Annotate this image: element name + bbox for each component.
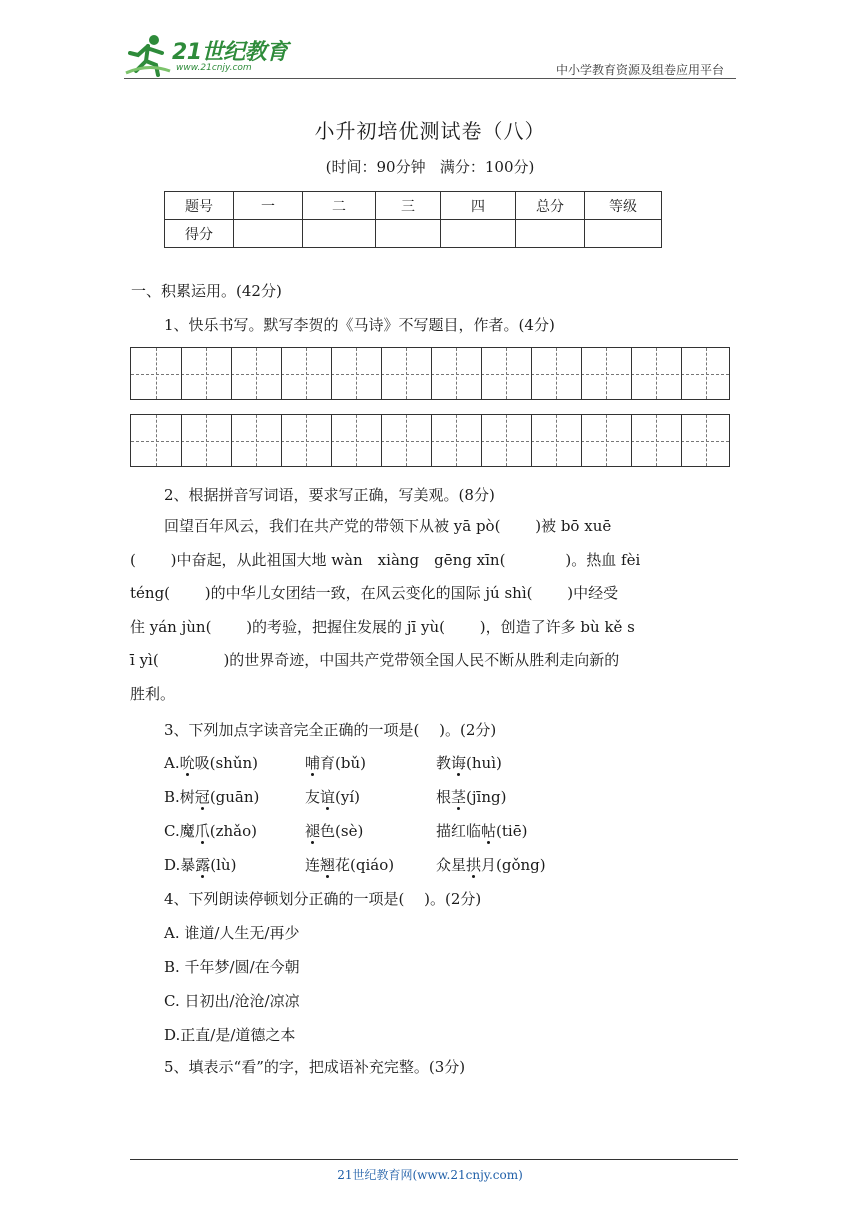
grid-line — [606, 348, 607, 399]
option-item: 描红临帖(tiē) — [436, 822, 528, 840]
grid-line — [556, 415, 557, 466]
grid-line — [331, 348, 332, 399]
passage-line: ī yì( )的世界奇迹，中国共产党带领全国人民不断从胜利走向新的 — [130, 651, 620, 669]
grid-line — [631, 415, 632, 466]
option-c[interactable]: C. 日初出/沧沧/凉凉 — [164, 992, 300, 1010]
option-b[interactable]: B. 千年梦/圆/在今朝 — [164, 958, 300, 976]
grid-line — [581, 415, 582, 466]
grid-line — [681, 415, 682, 466]
grid-line — [381, 415, 382, 466]
question-2: 2、根据拼音写词语，要求写正确，写美观。(8分) — [164, 486, 495, 504]
passage-line: ( )中奋起，从此祖国大地 wàn xiàng gēng xīn( )。热血 fèi — [130, 550, 641, 569]
score-cell[interactable] — [516, 220, 585, 248]
header-divider — [124, 78, 736, 79]
grid-line — [256, 415, 257, 466]
emphasis-char: 露 — [195, 856, 211, 874]
grid-line — [181, 348, 182, 399]
grid-line — [431, 348, 432, 399]
grid-line — [431, 415, 432, 466]
grid-line — [456, 415, 457, 466]
grid-line — [581, 348, 582, 399]
grid-line — [306, 415, 307, 466]
header-cell: 三 — [376, 192, 441, 220]
emphasis-char: 吮 — [179, 754, 195, 772]
emphasis-char: 冠 — [194, 788, 210, 806]
option-item: 哺育(bǔ) — [305, 754, 366, 772]
option-item[interactable]: C.魔爪(zhǎo) — [164, 822, 257, 840]
header-cell: 题号 — [165, 192, 234, 220]
grid-line — [681, 348, 682, 399]
grid-line — [406, 348, 407, 399]
emphasis-char: 帖 — [481, 822, 497, 840]
option-a[interactable]: A. 谁道/人生无/再少 — [164, 924, 300, 942]
grid-line — [456, 348, 457, 399]
score-cell[interactable] — [376, 220, 441, 248]
emphasis-char: 爪 — [194, 822, 210, 840]
score-cell[interactable] — [441, 220, 516, 248]
grid-line — [481, 415, 482, 466]
grid-line — [506, 415, 507, 466]
header-cell: 四 — [441, 192, 516, 220]
grid-line — [606, 415, 607, 466]
site-logo — [124, 33, 294, 79]
emphasis-char: 翘 — [320, 856, 336, 874]
question-3: 3、下列加点字读音完全正确的一项是( )。(2分) — [164, 721, 497, 739]
grid-line — [631, 348, 632, 399]
grid-line — [506, 348, 507, 399]
emphasis-char: 褪 — [305, 822, 321, 840]
grid-line — [381, 348, 382, 399]
logo-text: 21世纪教育 — [172, 40, 288, 65]
grid-line — [706, 415, 707, 466]
footer-divider — [130, 1159, 738, 1160]
writing-grid[interactable] — [130, 414, 730, 467]
grid-line — [331, 415, 332, 466]
score-cell[interactable] — [585, 220, 662, 248]
emphasis-char: 谊 — [320, 788, 336, 806]
row-label: 得分 — [165, 220, 234, 248]
header-cell: 一 — [234, 192, 303, 220]
grid-line — [356, 348, 357, 399]
emphasis-char: 诲 — [451, 754, 467, 772]
option-item: 教诲(huì) — [436, 754, 502, 772]
option-d[interactable]: D.正直/是/道德之本 — [164, 1026, 296, 1044]
grid-line — [556, 348, 557, 399]
question-2-passage — [130, 510, 730, 711]
section-title: 一、积累运用。(42分) — [131, 282, 282, 300]
passage-line: téng( )的中华儿女团结一致，在风云变化的国际 jú shì( )中经受 — [130, 584, 619, 602]
option-item: 众星拱月(gǒng) — [436, 856, 546, 874]
platform-label: 中小学教育资源及组卷应用平台 — [555, 63, 724, 77]
option-item[interactable]: B.树冠(guān) — [164, 788, 260, 806]
grid-line — [406, 415, 407, 466]
grid-line — [656, 415, 657, 466]
option-item: 根茎(jīng) — [436, 788, 507, 806]
grid-line — [481, 348, 482, 399]
grid-line — [156, 415, 157, 466]
logo-url: www.21cnjy.com — [176, 63, 252, 73]
grid-line — [531, 415, 532, 466]
option-item: 友谊(yí) — [305, 788, 361, 806]
table-row — [165, 220, 662, 248]
grid-line — [531, 348, 532, 399]
question-4: 4、下列朗读停顿划分正确的一项是( )。(2分) — [164, 890, 482, 908]
runner-logo-icon — [124, 33, 172, 77]
passage-line: 胜利。 — [130, 684, 176, 703]
grid-line — [306, 348, 307, 399]
grid-line — [656, 348, 657, 399]
question-5: 5、填表示“看”的字，把成语补充完整。(3分) — [164, 1058, 466, 1076]
score-cell[interactable] — [234, 220, 303, 248]
grid-line — [256, 348, 257, 399]
writing-grid[interactable] — [130, 347, 730, 400]
passage-line: 住 yán jùn( )的考验，把握住发展的 jī yù( )，创造了许多 bù kě s — [130, 617, 635, 636]
emphasis-char: 哺 — [305, 754, 321, 772]
grid-line — [231, 415, 232, 466]
question-1: 1、快乐书写。默写李贺的《马诗》不写题目，作者。(4分) — [164, 316, 555, 334]
grid-line — [281, 348, 282, 399]
header-cell: 等级 — [585, 192, 662, 220]
grid-line — [181, 415, 182, 466]
header-cell: 二 — [303, 192, 376, 220]
score-table — [164, 191, 662, 248]
grid-line — [156, 348, 157, 399]
passage-line: 回望百年风云，我们在共产党的带领下从被 yā pò( )被 bō xuē — [164, 517, 612, 535]
grid-line — [706, 348, 707, 399]
grid-line — [281, 415, 282, 466]
emphasis-char: 茎 — [451, 788, 467, 806]
grid-line — [206, 415, 207, 466]
grid-line — [231, 348, 232, 399]
option-item: 褪色(sè) — [305, 822, 364, 840]
footer-text: 21世纪教育网(www.21cnjy.com) — [337, 1168, 523, 1182]
grid-line — [206, 348, 207, 399]
grid-line — [356, 415, 357, 466]
option-item: 连翘花(qiáo) — [305, 856, 395, 874]
exam-info: (时间：90分钟 满分：100分) — [325, 158, 535, 176]
page-title: 小升初培优测试卷（八） — [314, 119, 546, 143]
emphasis-char: 拱 — [466, 856, 482, 874]
header-cell: 总分 — [516, 192, 585, 220]
option-item[interactable]: A.吮吸(shǔn) — [164, 754, 259, 772]
option-item[interactable]: D.暴露(lù) — [164, 856, 237, 874]
table-header-row — [165, 192, 662, 220]
score-cell[interactable] — [303, 220, 376, 248]
